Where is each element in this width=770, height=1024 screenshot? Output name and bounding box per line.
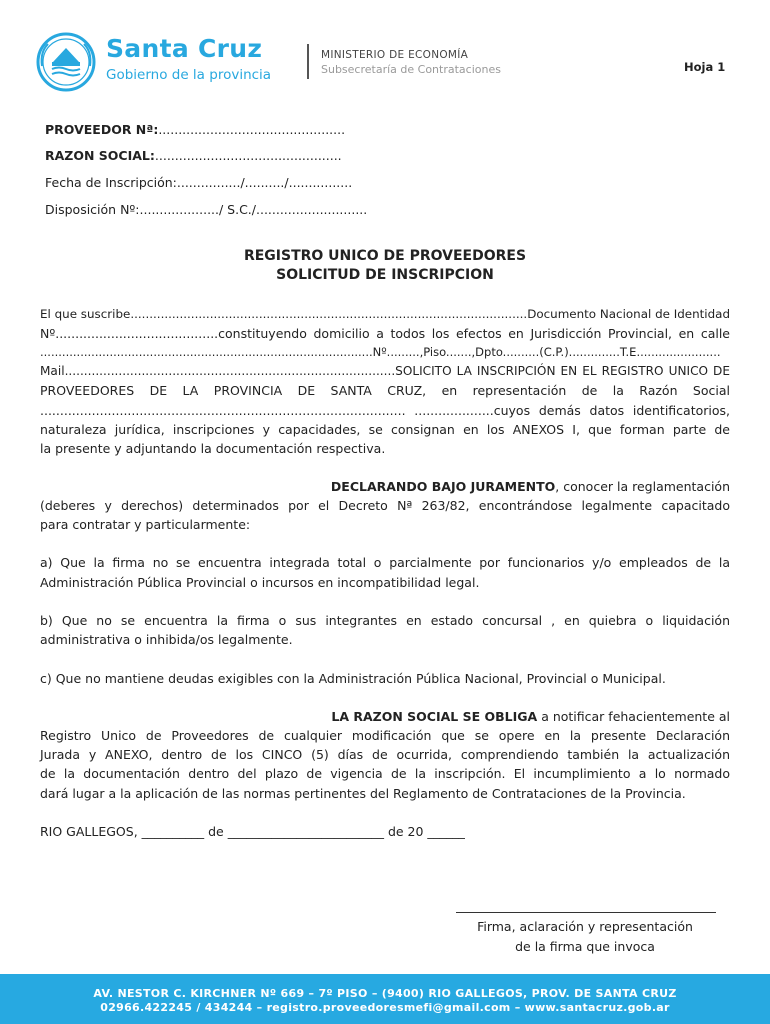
item-b-line: b) Que no se encuentra la firma o sus integrantes en estado concursal , en quiebra o liquidación <box>40 613 730 628</box>
razon-social-label: RAZON SOCIAL: <box>45 148 155 163</box>
p2-line: para contratar y particularmente: <box>40 517 251 532</box>
item-c-line: c) Que no mantiene deudas exigibles con la Administración Pública Nacional, Provincial o Municipal. <box>40 671 666 686</box>
brand-subtitle: Gobierno de la provincia <box>106 67 272 83</box>
place-date-line: RIO GALLEGOS, __________ de _________________________ de 20 ______ <box>40 824 465 839</box>
p3-line: Jurada y ANEXO, dentro de los CINCO (5) días de ocurrida, comprendiendo también la actualización <box>40 747 730 762</box>
fecha-inscripcion-field: Fecha de Inscripción:................/........../................ <box>45 175 353 190</box>
signature-caption: de la firma que invoca <box>515 939 655 954</box>
p1-line: ............................................................................................ ....................cuyos demás datos identificatorios, <box>40 403 730 418</box>
p3-line: de la documentación dentro del plazo de vigencia de la inscripción. El incumplimiento a lo normado <box>40 766 730 781</box>
p3-line: Registro Unico de Proveedores de cualquier modificación que se opere en la presente Declaración <box>40 728 730 743</box>
obligation-lead <box>40 709 730 724</box>
obligation-text: a notificar fehacientemente al <box>537 709 730 724</box>
declaration-text: , conocer la reglamentación <box>555 479 730 494</box>
declaration-lead <box>40 479 730 494</box>
ministry-name: MINISTERIO DE ECONOMÍA <box>321 49 469 61</box>
obligation-bold: LA RAZON SOCIAL SE OBLIGA <box>331 709 538 724</box>
footer-address: AV. NESTOR C. KIRCHNER Nº 669 – 7º PISO – (9400) RIO GALLEGOS, PROV. DE SANTA CRUZ <box>93 987 677 1000</box>
razon-social-field <box>45 148 342 163</box>
brand-name: Santa Cruz <box>106 34 263 63</box>
declaration-bold: DECLARANDO BAJO JURAMENTO <box>330 479 556 494</box>
proveedor-field <box>45 122 345 137</box>
proveedor-blank: ............................................... <box>158 122 346 137</box>
p3-line: dará lugar a la aplicación de las normas pertinentes del Reglamento de Contrataciones de la Provincia. <box>40 786 686 801</box>
item-a-line: Administración Pública Provincial o incursos en incompatibilidad legal. <box>40 575 480 590</box>
signature-line <box>456 912 716 913</box>
proveedor-label: PROVEEDOR Nª: <box>45 122 159 137</box>
header-divider <box>307 44 309 79</box>
razon-social-blank: ............................................... <box>154 148 342 163</box>
p1-line: la presente y adjuntando la documentación respectiva. <box>40 441 386 456</box>
item-a-line: a) Que la firma no se encuentra integrada total o parcialmente por funcionarios y/o empleados de la <box>40 555 730 570</box>
p2-line: (deberes y derechos) determinados por el Decreto Nª 263/82, encontrándose legalmente capacitado <box>40 498 730 513</box>
p1-line: PROVEEDORES DE LA PROVINCIA DE SANTA CRUZ, en representación de la Razón Social <box>40 383 730 398</box>
subsecretaria-name: Subsecretaría de Contrataciones <box>321 63 501 76</box>
p1-line: ...........................................................................................Nº.........,Piso.......,Dpto..........(C.P.)..............T.E....................... <box>40 345 721 359</box>
item-b-line: administrativa o inhibida/os legalmente. <box>40 632 293 647</box>
document-subtitle: SOLICITUD DE INSCRIPCION <box>276 267 494 283</box>
p1-line: Nº.........................................constituyendo domicilio a todos los efectos en Jurisdicción Provincial, en calle <box>40 326 730 341</box>
disposicion-field: Disposición Nº:..................../ S.C./............................ <box>45 202 368 217</box>
signature-caption: Firma, aclaración y representación <box>477 919 693 934</box>
p1-line: El que suscribe.........................................................................................................Documento Nacional de Identidad <box>40 307 730 321</box>
p1-line: Mail......................................................................................SOLICITO LA INSCRIPCIÓN EN EL REGISTRO UNICO DE <box>40 364 730 378</box>
page-number: Hoja 1 <box>684 60 726 74</box>
document-title: REGISTRO UNICO DE PROVEEDORES <box>243 248 527 264</box>
provincial-shield-icon <box>36 32 96 92</box>
p1-line: naturaleza jurídica, inscripciones y capacidades, se consignan en los ANEXOS I, que forman parte de <box>40 422 730 437</box>
footer-contact: 02966.422245 / 434244 – registro.proveedoresmefi@gmail.com – www.santacruz.gob.ar <box>100 1001 670 1014</box>
